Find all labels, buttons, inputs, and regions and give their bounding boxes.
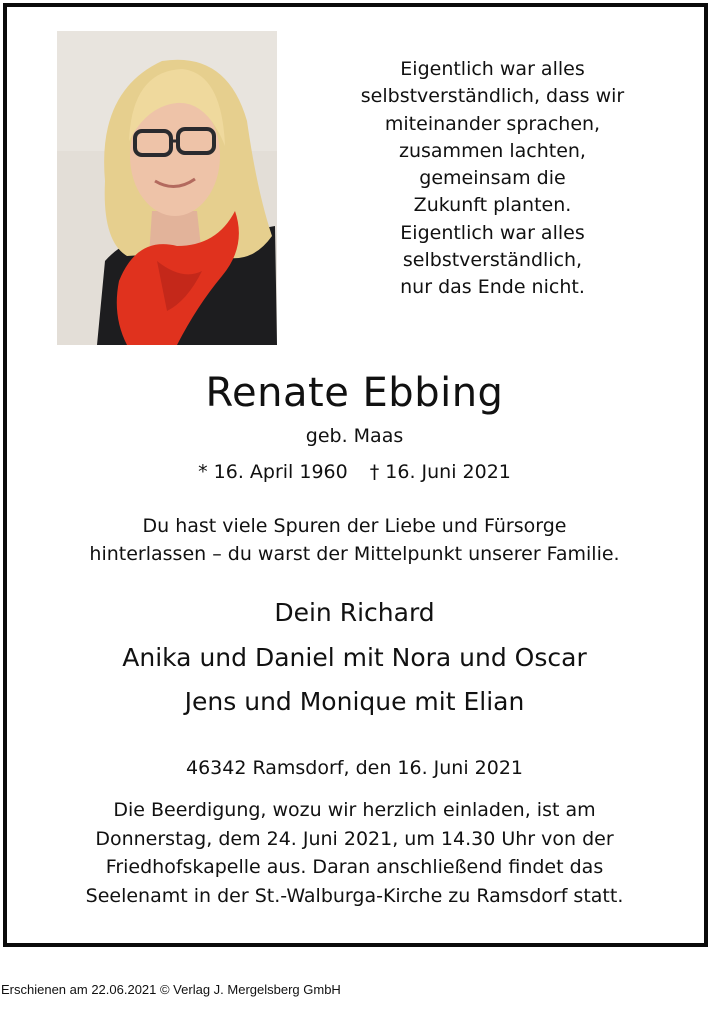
poem-line: nur das Ende nicht.	[400, 276, 585, 299]
funeral-line: Donnerstag, dem 24. Juni 2021, um 14.30 Uhr von der	[95, 827, 614, 850]
poem-line: Eigentlich war alles	[400, 221, 585, 244]
poem	[320, 56, 665, 302]
tribute-line: hinterlassen – du warst der Mittelpunkt unserer Familie.	[89, 543, 620, 565]
tribute-line: Du hast viele Spuren der Liebe und Fürsorge	[142, 515, 567, 537]
poem-line: miteinander sprachen,	[384, 112, 601, 135]
funeral-line: Seelenamt in der St.-Walburga-Kirche zu Ramsdorf statt.	[85, 884, 624, 907]
mourner-line: Dein Richard	[274, 598, 435, 627]
poem-line: zusammen lachten,	[399, 139, 586, 162]
portrait-illustration	[57, 31, 277, 345]
death-date: † 16. Juni 2021	[369, 461, 511, 483]
place-date: 46342 Ramsdorf, den 16. Juni 2021	[185, 757, 524, 779]
life-dates	[0, 459, 709, 485]
birth-date: * 16. April 1960	[198, 461, 348, 483]
portrait-photo	[57, 31, 277, 345]
poem-line: Zukunft planten.	[413, 194, 572, 217]
poem-line: selbstverständlich, dass wir	[360, 85, 625, 108]
poem-line: gemeinsam die	[419, 167, 566, 190]
publication-footer: Erschienen am 22.06.2021 © Verlag J. Mergelsberg GmbH	[1, 982, 341, 997]
mourner-line: Jens und Monique mit Elian	[184, 687, 525, 716]
funeral-line: Die Beerdigung, wozu wir herzlich einladen, ist am	[113, 799, 596, 821]
deceased-name: Renate Ebbing	[205, 370, 504, 416]
funeral-info	[0, 796, 709, 910]
birth-name: geb. Maas	[305, 425, 404, 447]
poem-line: selbstverständlich,	[402, 249, 583, 272]
funeral-line: Friedhofskapelle aus. Daran anschließend findet das	[105, 856, 604, 878]
tribute-text	[0, 512, 709, 568]
mourner-line: Anika und Daniel mit Nora und Oscar	[122, 643, 587, 672]
poem-line: Eigentlich war alles	[400, 58, 585, 80]
